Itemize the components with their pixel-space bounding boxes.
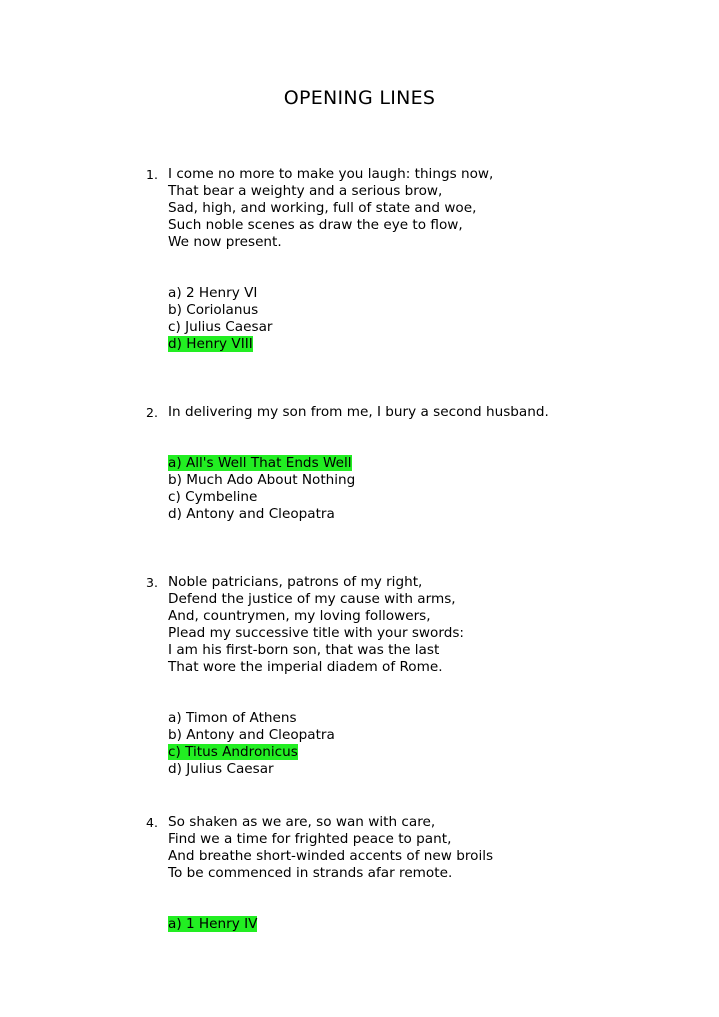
quote-line: Plead my successive title with your swords: [168,625,465,641]
answer-option [168,761,706,778]
answer-option-text: c) Titus Andronicus [168,744,298,760]
question-3 [146,574,706,778]
quote-line: Such noble scenes as draw the eye to flow, [168,217,463,233]
quote-line: So shaken as we are, so wan with care, [168,814,436,830]
answer-option [168,285,706,302]
answer-option-text: d) Julius Caesar [168,761,274,777]
question-4 [146,814,706,933]
answer-option [168,710,706,727]
quote-line: To be commenced in strands afar remote. [168,865,453,881]
quote-text [168,404,706,421]
quote-line: Find we a time for frighted peace to pant, [168,831,452,847]
quote-text [168,814,706,882]
quote-line: And, countrymen, my loving followers, [168,608,431,624]
quote-line: That bear a weighty and a serious brow, [168,183,443,199]
answer-option [168,472,706,489]
quote-line: Defend the justice of my cause with arms, [168,591,456,607]
quote-line: Sad, high, and working, full of state and woe, [168,200,477,216]
answer-option [168,744,706,761]
quote-text [168,574,706,676]
answer-options [168,710,706,778]
quote-text [168,166,706,251]
question-number: 1. [146,167,158,182]
quote-line: And breathe short-winded accents of new broils [168,848,494,864]
answer-option-text: b) Antony and Cleopatra [168,727,335,743]
page-title: OPENING LINES [283,87,436,109]
answer-option [168,319,706,336]
answer-option-text: b) Much Ado About Nothing [168,472,356,488]
quote-line: We now present. [168,234,282,250]
answer-option [168,302,706,319]
quote-line: That wore the imperial diadem of Rome. [168,659,443,675]
quote-line: Noble patricians, patrons of my right, [168,574,423,590]
answer-option-text: a) All's Well That Ends Well [168,455,352,471]
question-number: 2. [146,405,158,420]
answer-option [168,506,706,523]
quote-line: I come no more to make you laugh: things now, [168,166,494,182]
question-1 [146,166,706,353]
answer-options [168,285,706,353]
question-number: 4. [146,815,158,830]
answer-option [168,727,706,744]
answer-option-text: a) 1 Henry IV [168,916,258,932]
question-2 [146,404,706,523]
answer-option-text: a) 2 Henry VI [168,285,258,301]
answer-option-text: a) Timon of Athens [168,710,297,726]
answer-options [168,455,706,523]
answer-option [168,336,706,353]
answer-option [168,489,706,506]
quote-line: In delivering my son from me, I bury a second husband. [168,404,549,420]
quote-line: I am his first-born son, that was the last [168,642,440,658]
answer-options [168,916,706,933]
answer-option [168,455,706,472]
question-number: 3. [146,575,158,590]
answer-option [168,916,706,933]
answer-option-text: d) Henry VIII [168,336,253,352]
answer-option-text: c) Julius Caesar [168,319,273,335]
answer-option-text: d) Antony and Cleopatra [168,506,335,522]
answer-option-text: c) Cymbeline [168,489,258,505]
answer-option-text: b) Coriolanus [168,302,259,318]
